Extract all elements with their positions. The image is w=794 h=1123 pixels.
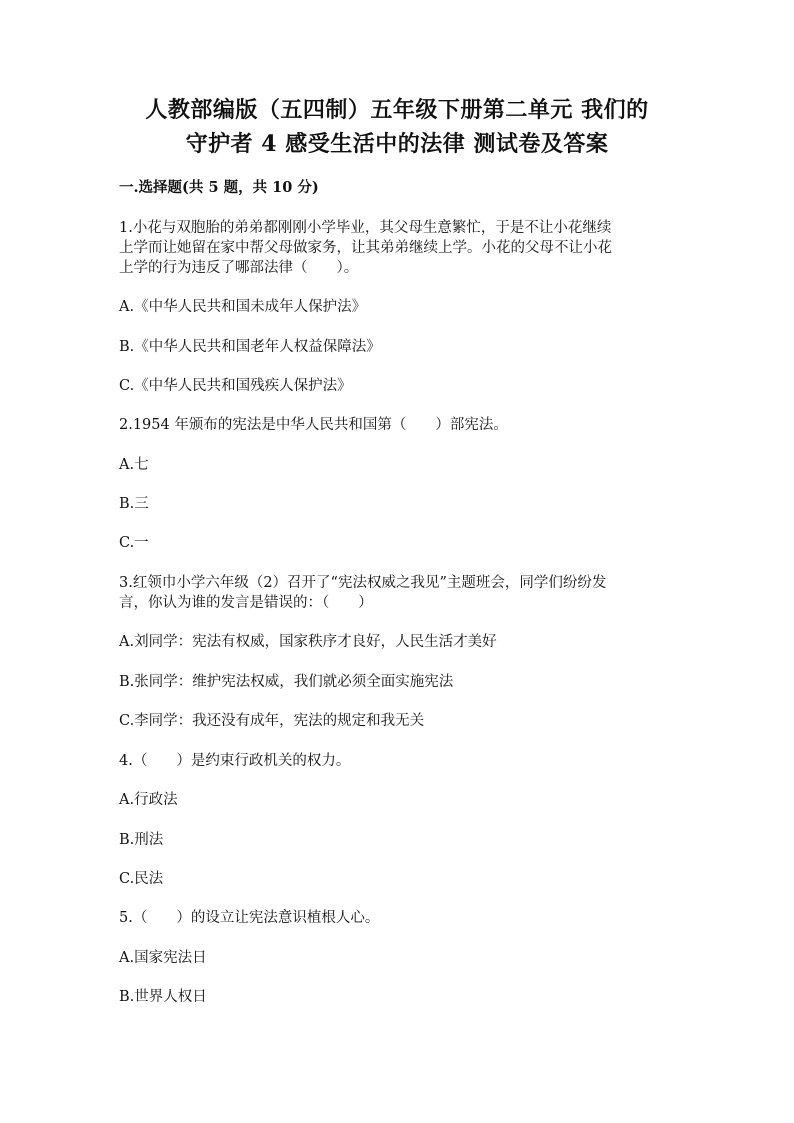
question-3-option-a: A.刘同学：宪法有权威，国家秩序才良好，人民生活才美好 [119,634,497,650]
document-title-line-2: 守护者 4 感受生活中的法律 测试卷及答案 [185,131,609,157]
question-1-option-a: A.《中华人民共和国未成年人保护法》 [119,299,367,315]
question-5-stem-line-1: 5.（ ）的设立让宪法意识植根人心。 [119,910,380,926]
question-1-option-b: B.《中华人民共和国老年人权益保障法》 [119,339,381,355]
question-2-option-c: C.一 [119,535,149,551]
question-2-option-b: B.三 [119,496,149,512]
question-1-stem-line-1: 1.小花与双胞胎的弟弟都刚刚小学毕业，其父母生意繁忙，于是不让小花继续 [119,220,612,236]
question-5-option-b: B.世界人权日 [119,989,207,1005]
question-3-stem-line-2: 言，你认为谁的发言是错误的：（ ） [119,595,373,611]
question-4-option-b: B.刑法 [119,832,164,848]
document-title-line-1: 人教部编版（五四制）五年级下册第二单元 我们的 [145,97,649,123]
question-3-option-c: C.李同学：我还没有成年，宪法的规定和我无关 [119,713,425,729]
question-1-stem-line-3: 上学的行为违反了哪部法律（ ）。 [119,260,359,276]
question-1-stem-line-2: 上学而让她留在家中帮父母做家务，让其弟弟继续上学。小花的父母不让小花 [119,240,612,256]
question-2-stem-line-1: 2.1954 年颁布的宪法是中华人民共和国第（ ）部宪法。 [119,417,508,433]
question-4-stem-line-1: 4.（ ）是约束行政机关的权力。 [119,753,351,769]
question-2-option-a: A.七 [119,457,149,473]
question-1-option-c: C.《中华人民共和国残疾人保护法》 [119,378,352,394]
question-5-option-a: A.国家宪法日 [119,950,207,966]
section-heading: 一.选择题(共 5 题，共 10 分) [119,179,319,196]
question-4-option-a: A.行政法 [119,792,178,808]
question-3-option-b: B.张同学：维护宪法权威，我们就必须全面实施宪法 [119,674,454,690]
question-4-option-c: C.民法 [119,871,164,887]
question-3-stem-line-1: 3.红领巾小学六年级（2）召开了“宪法权威之我见”主题班会，同学们纷纷发 [119,575,607,591]
